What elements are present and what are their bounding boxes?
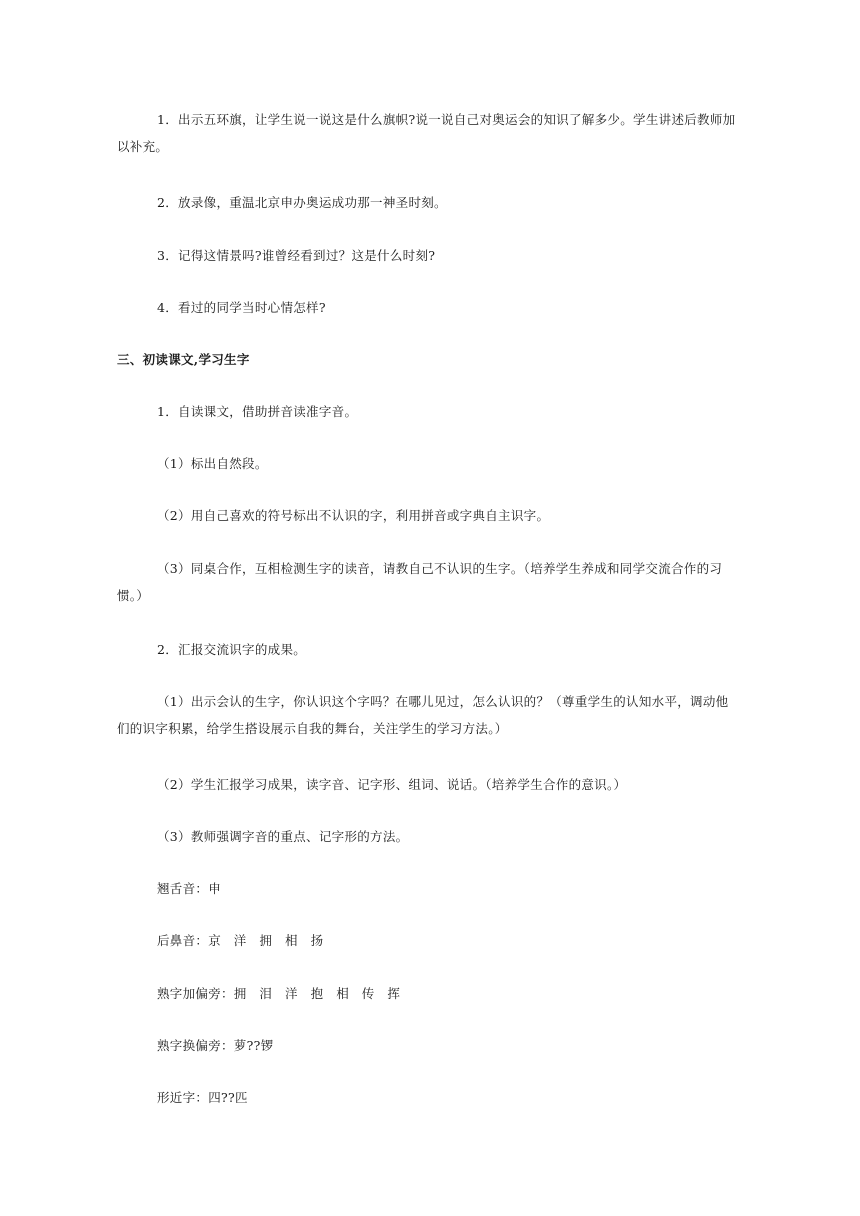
paragraph-report-results: 2．汇报交流识字的成果。 bbox=[157, 642, 307, 657]
paragraph-mark-unknown: （2）用自己喜欢的符号标出不认识的字，利用拼音或字典自主识字。 bbox=[157, 508, 550, 523]
paragraph-back-nasal: 后鼻音：京 洋 拥 相 扬 bbox=[157, 933, 324, 948]
paragraph-intro-flag: 1．出示五环旗，让学生说一说这是什么旗帜?说一说自己对奥运会的知识了解多少。学生讲述后教师加以补充。 bbox=[117, 112, 736, 154]
paragraph-add-radical: 熟字加偏旁：拥 泪 洋 抱 相 传 挥 bbox=[157, 986, 401, 1001]
paragraph-similar-shapes: 形近字：四??匹 bbox=[157, 1090, 248, 1105]
paragraph-retroflex: 翘舌音：申 bbox=[157, 881, 222, 896]
paragraph-change-radical: 熟字换偏旁：萝??锣 bbox=[157, 1038, 274, 1053]
paragraph-show-characters: （1）出示会认的生字，你认识这个字吗？在哪儿见过，怎么认识的？（尊重学生的认知水平，调动他们的识字积累，给学生搭设展示自我的舞台，关注学生的学习方法。） bbox=[117, 694, 729, 736]
paragraph-mark-paragraphs: （1）标出自然段。 bbox=[157, 456, 268, 471]
paragraph-student-report: （2）学生汇报学习成果，读字音、记字形、组词、说话。（培养学生合作的意识。） bbox=[157, 777, 627, 792]
paragraph-remember-scene: 3．记得这情景吗?谁曾经看到过？这是什么时刻? bbox=[157, 248, 436, 263]
paragraph-self-read: 1．自读课文，借助拼音读准字音。 bbox=[157, 404, 358, 419]
paragraph-feelings: 4．看过的同学当时心情怎样? bbox=[157, 300, 326, 315]
paragraph-peer-check: （3）同桌合作，互相检测生字的读音，请教自己不认识的生字。（培养学生养成和同学交流合作的习惯。） bbox=[117, 561, 723, 603]
paragraph-teacher-emphasis: （3）教师强调字音的重点、记字形的方法。 bbox=[157, 829, 409, 844]
section-heading: 三、初读课文,学习生字 bbox=[117, 352, 250, 367]
paragraph-play-video: 2．放录像，重温北京申办奥运成功那一神圣时刻。 bbox=[157, 195, 447, 210]
